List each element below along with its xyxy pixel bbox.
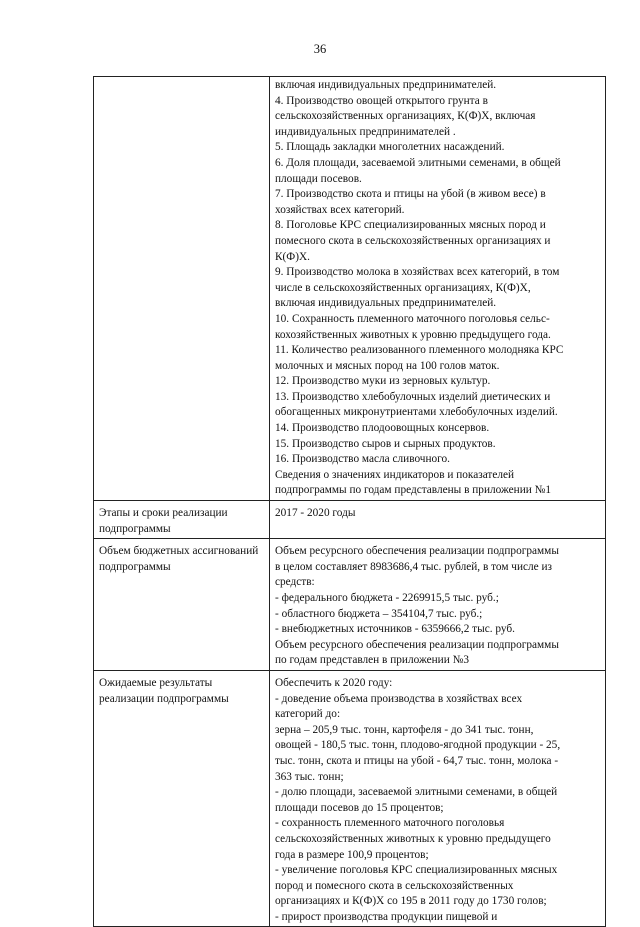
content-line: 6. Доля площади, засеваемой элитными семенами, в общей <box>275 156 561 169</box>
content-line: года в размере 100,9 процентов; <box>275 848 429 861</box>
content-line: площади посевов до 15 процентов; <box>275 801 444 814</box>
content-line: 12. Производство муки из зерновых культур. <box>275 375 491 388</box>
content-line: числе в сельскохозяйственных организациях, К(Ф)Х, <box>275 281 531 294</box>
label-line: подпрограммы <box>99 522 171 535</box>
label-line: подпрограммы <box>99 560 171 573</box>
content-line: средств: <box>275 576 315 589</box>
content-line: Сведения о значениях индикаторов и показателей <box>275 468 515 481</box>
content-line: площади посевов. <box>275 172 362 185</box>
content-line: включая индивидуальных предпринимателей. <box>275 79 497 91</box>
row-content-results <box>270 670 606 927</box>
content-line: - сохранность племенного маточного поголовья <box>275 817 505 830</box>
row-label-results <box>94 670 270 927</box>
content-line: сельскохозяйственных животных к уровню предыдущего <box>275 832 551 845</box>
table-row-stages <box>94 501 606 539</box>
content-line: - прирост производства продукции пищевой и <box>275 910 498 923</box>
content-line: - доведение объема производства в хозяйствах всех <box>275 692 523 705</box>
content-line: кохозяйственных животных к уровню предыдущего года. <box>275 328 551 341</box>
row-label-budget <box>94 539 270 671</box>
content-line: зерна – 205,9 тыс. тонн, картофеля - до 341 тыс. тонн, <box>275 723 534 736</box>
content-line: 15. Производство сыров и сырных продуктов. <box>275 437 496 450</box>
content-line: 2017 - 2020 годы <box>275 507 356 520</box>
content-line: категорий до: <box>275 708 341 721</box>
content-line: - внебюджетных источников - 6359666,2 тыс. руб. <box>275 623 515 636</box>
content-line: пород и помесного скота в сельскохозяйственных <box>275 879 514 892</box>
label-line: Этапы и сроки реализации <box>99 507 228 520</box>
page-number: 36 <box>313 42 327 56</box>
content-line: помесного скота в сельскохозяйственных организациях и <box>275 234 551 247</box>
row-content-budget <box>270 539 606 671</box>
content-line: - федерального бюджета - 2269915,5 тыс. руб.; <box>275 592 499 604</box>
content-line: подпрограммы по годам представлены в приложении №1 <box>275 484 552 497</box>
content-line: 16. Производство масла сливочного. <box>275 453 451 466</box>
content-line: тыс. тонн, скота и птицы на убой - 64,7 тыс. тонн, молока - <box>275 754 559 767</box>
content-line: обогащенных микронутриентами хлебобулочных изделий. <box>275 406 558 419</box>
content-line: по годам представлен в приложении №3 <box>275 654 470 667</box>
content-line: 11. Количество реализованного племенного молодняка КРС <box>275 344 564 357</box>
table-row-results <box>94 670 606 927</box>
content-line: хозяйствах всех категорий. <box>275 203 405 216</box>
content-line: 10. Сохранность племенного маточного поголовья сельс- <box>275 312 550 325</box>
table-row-indicators <box>94 77 606 501</box>
content-line: организациях и К(Ф)Х со 195 в 2011 году до 1730 голов; <box>275 895 547 908</box>
content-line: Объем ресурсного обеспечения реализации подпрограммы <box>275 545 559 558</box>
content-line: включая индивидуальных предпринимателей. <box>275 297 497 310</box>
content-line: 7. Производство скота и птицы на убой (в живом весе) в <box>275 188 546 201</box>
table-row-budget <box>94 539 606 671</box>
content-line: Объем ресурсного обеспечения реализации подпрограммы <box>275 638 559 651</box>
content-line: 4. Производство овощей открытого грунта в <box>275 94 488 107</box>
row-label-indicators <box>94 77 270 501</box>
content-line: в целом составляет 8983686,4 тыс. рублей, в том числе из <box>275 560 553 573</box>
content-line: 363 тыс. тонн; <box>275 770 344 783</box>
label-line: Ожидаемые результаты <box>99 676 213 689</box>
content-line: - увеличение поголовья КРС специализированных мясных <box>275 864 558 877</box>
content-line: 5. Площадь закладки многолетних насаждений. <box>275 141 505 154</box>
content-line: 13. Производство хлебобулочных изделий диетических и <box>275 390 551 403</box>
content-line: К(Ф)Х. <box>275 250 310 263</box>
content-line: овощей - 180,5 тыс. тонн, плодово-ягодной продукции - 25, <box>275 739 561 752</box>
content-line: 8. Поголовье КРС специализированных мясных пород и <box>275 219 546 232</box>
row-label-stages <box>94 501 270 539</box>
row-content-indicators <box>270 77 606 501</box>
passport-table <box>93 76 606 927</box>
label-line: Объем бюджетных ассигнований <box>99 545 259 558</box>
content-line: - долю площади, засеваемой элитными семенами, в общей <box>275 786 558 799</box>
content-line: 14. Производство плодоовощных консервов. <box>275 422 490 435</box>
row-content-stages <box>270 501 606 539</box>
content-line: - областного бюджета – 354104,7 тыс. руб.; <box>275 607 483 620</box>
content-line: Обеспечить к 2020 году: <box>275 676 393 689</box>
content-line: молочных и мясных пород на 100 голов маток. <box>275 359 500 372</box>
content-line: сельскохозяйственных организациях, К(Ф)Х, включая <box>275 110 536 123</box>
content-line: индивидуальных предпринимателей . <box>275 125 456 138</box>
content-line: 9. Производство молока в хозяйствах всех категорий, в том <box>275 266 560 279</box>
label-line: реализации подпрограммы <box>99 692 229 705</box>
